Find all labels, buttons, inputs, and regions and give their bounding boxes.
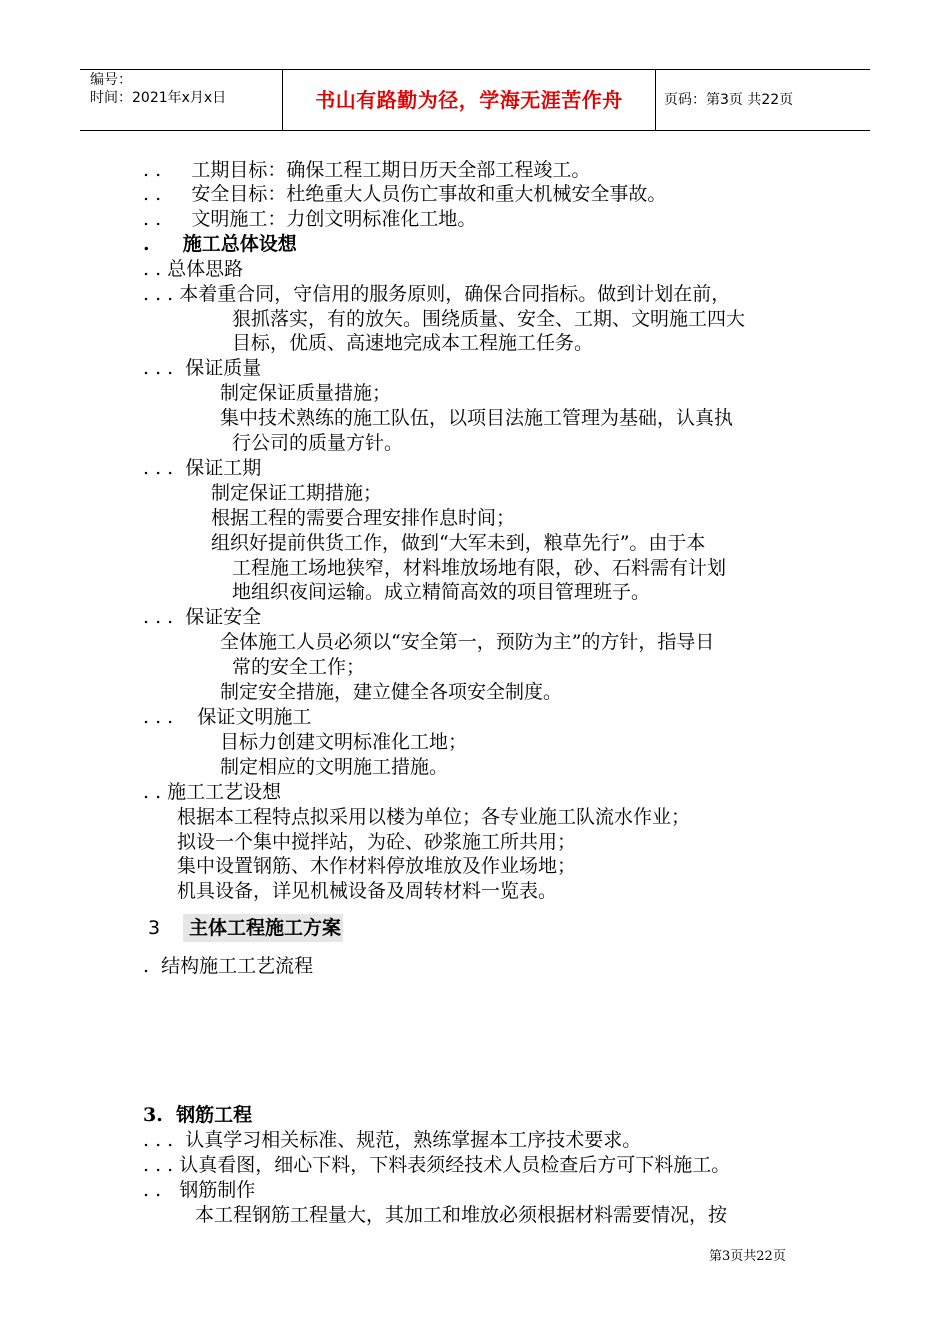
paragraph-line: 行公司的质量方针。 [232,432,404,454]
subheading-safety: . . . 保证安全 [143,606,262,628]
header-info-cell [80,70,283,130]
subheading-rebar-fabrication: . . 钢筋制作 [143,1179,256,1201]
paragraph-line: 全体施工人员必须以“安全第一，预防为主”的方针，指导日 [220,631,715,653]
paragraph-line: 常的安全工作； [232,656,366,678]
paragraph-line: 集中设置钢筋、木作材料停放堆放及作业场地； [177,855,577,877]
page-header [80,69,870,131]
paragraph-line: 狠抓落实，有的放矢。围绕质量、安全、工期、文明施工四大 [232,308,746,330]
header-page-number: 页码：第3页 共22页 [664,92,794,108]
header-motto: 书山有路勤为径，学海无涯苦作舟 [315,88,623,112]
document-code-label: 编号： [90,72,132,88]
subheading-structure-flow: . 结构施工工艺流程 [143,955,314,977]
subheading-overall-idea: . . 总体思路 [143,258,244,280]
paragraph-line: 制定相应的文明施工措施。 [220,756,449,778]
section-heading-overall-plan: . 施工总体设想 [143,233,297,255]
section-number: 3 [148,917,161,939]
paragraph-line: 目标，优质、高速地完成本工程施工任务。 [232,332,594,354]
paragraph-line: 制定保证质量措施； [220,382,392,404]
goal-schedule: . . 工期目标：确保工程工期日历天全部工程竣工。 [143,159,591,181]
goal-civilized: . . 文明施工：力创文明标准化工地。 [143,208,477,230]
paragraph-line: 机具设备，详见机械设备及周转材料一览表。 [177,880,558,902]
goal-safety: . . 安全目标：杜绝重大人员伤亡事故和重大机械安全事故。 [143,183,667,205]
document-date-label: 时间：2021年x月x日 [90,90,227,106]
paragraph-line: 集中技术熟练的施工队伍，以项目法施工管理为基础，认真执 [220,407,734,429]
paragraph-line: 本工程钢筋工程量大，其加工和堆放必须根据材料需要情况，按 [195,1204,728,1226]
subheading-process-idea: . . 施工工艺设想 [143,781,282,803]
paragraph-line: 地组织夜间运输。成立精简高效的项目管理班子。 [232,581,651,603]
paragraph-line: 制定安全措施，建立健全各项安全制度。 [220,681,563,703]
paragraph-line: 目标力创建文明标准化工地； [220,731,468,753]
page-footer: 第3页共22页 [709,1249,786,1264]
paragraph-line: 拟设一个集中搅拌站，为砼、砂浆施工所共用； [177,831,577,853]
paragraph-line: . . . 认真学习相关标准、规范，熟练掌握本工序技术要求。 [143,1129,642,1151]
header-motto-cell [283,70,656,130]
paragraph-line: 组织好提前供货工作，做到“大军未到，粮草先行”。由于本 [211,532,706,554]
paragraph-line: 制定保证工期措施； [211,482,383,504]
section-heading-rebar: 3. 钢筋工程 [143,1104,253,1126]
paragraph-line: 根据本工程特点拟采用以楼为单位；各专业施工队流水作业； [177,806,691,828]
paragraph-line: . . . 认真看图，细心下料，下料表须经技术人员检查后方可下料施工。 [143,1154,731,1176]
section-title-main-works: 主体工程施工方案 [183,914,343,942]
subheading-quality: . . . 保证质量 [143,357,262,379]
paragraph-line: 工程施工场地狭窄，材料堆放场地有限，砂、石料需有计划 [232,557,727,579]
subheading-schedule: . . . 保证工期 [143,457,262,479]
subheading-civilized: . . . 保证文明施工 [143,706,312,728]
paragraph-line: 根据工程的需要合理安排作息时间； [211,507,516,529]
paragraph-line: . . . 本着重合同，守信用的服务原则，确保合同指标。做到计划在前， [143,283,731,305]
header-page-cell [656,70,870,130]
